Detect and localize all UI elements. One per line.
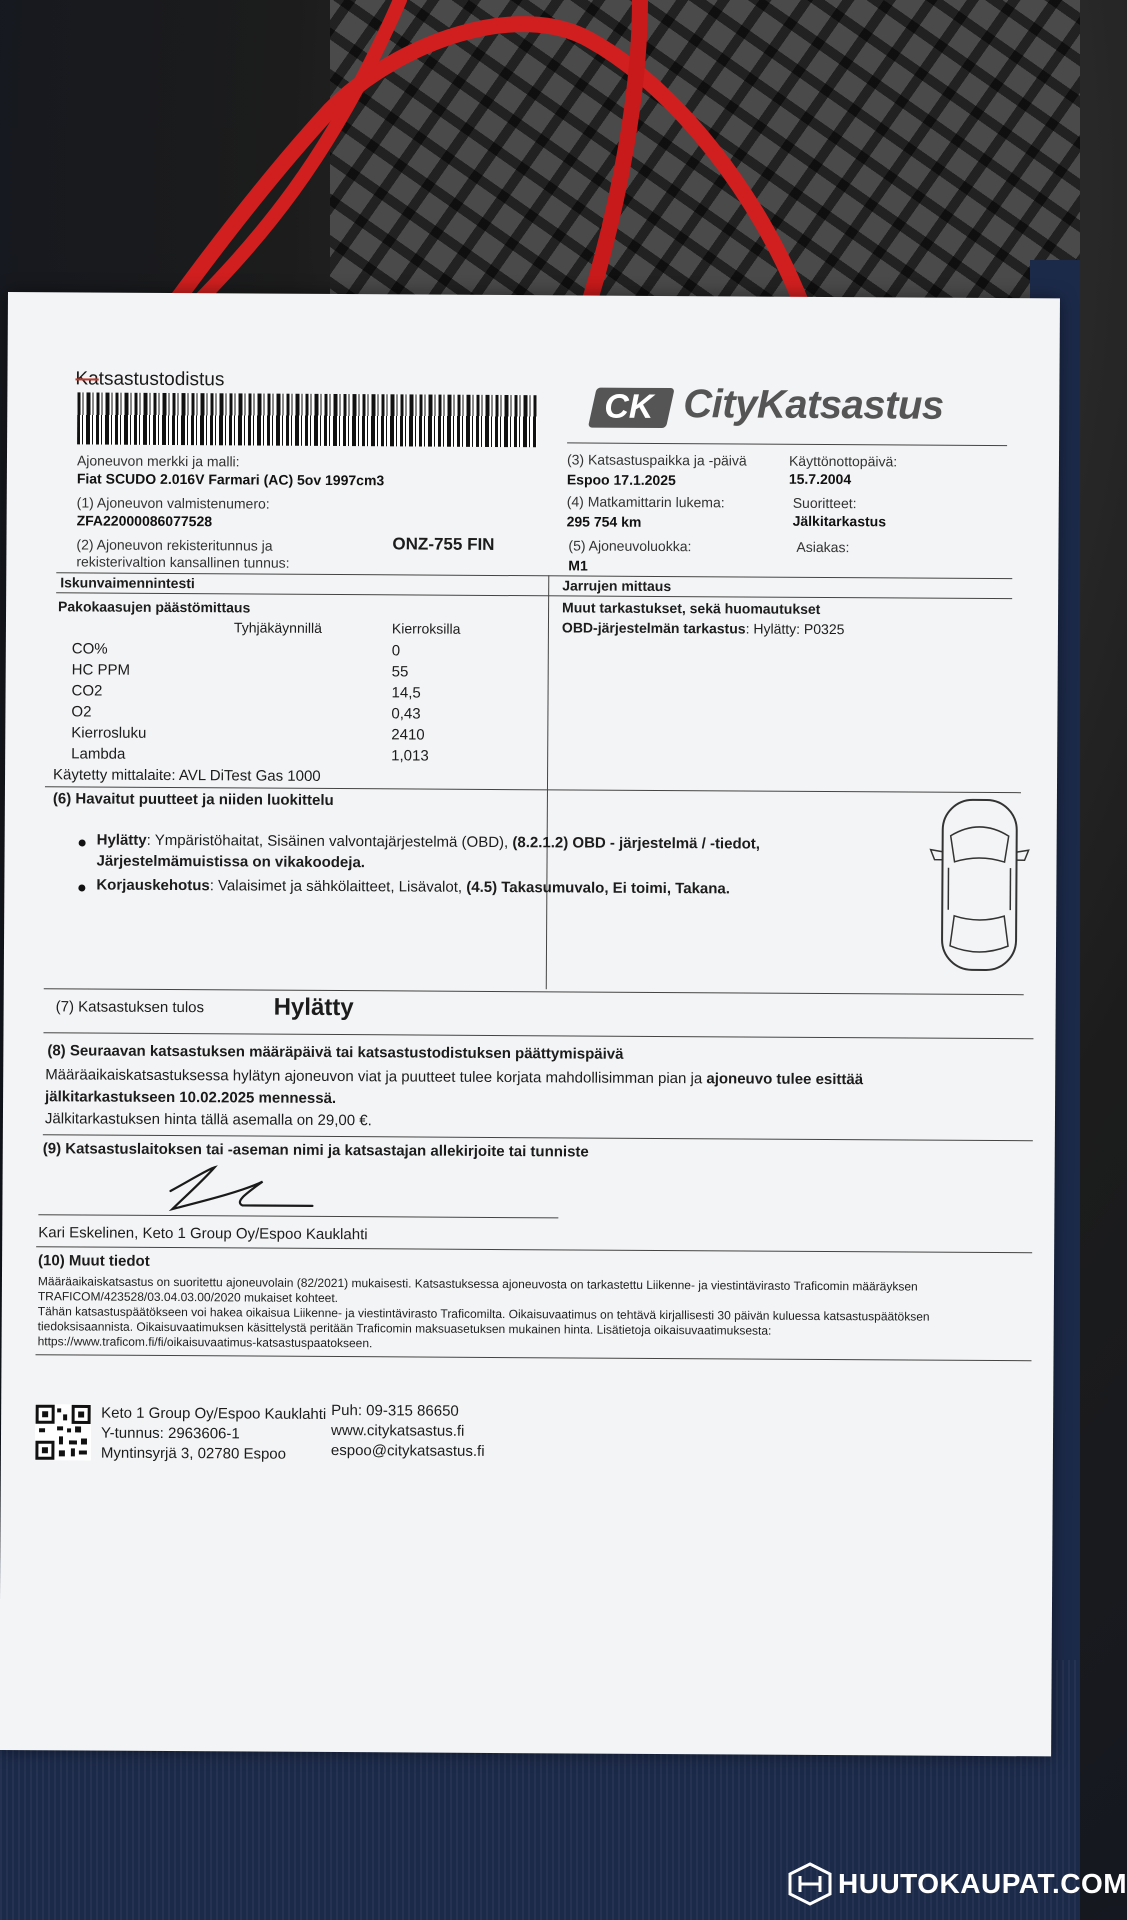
- defect-item-repair: [96, 877, 730, 898]
- signature-title: (9) Katsastuslaitoksen tai -aseman nimi ja katsastajan allekirjoite tai tunniste: [42, 1140, 589, 1161]
- emission-row-name: Lambda: [71, 745, 126, 763]
- inspection-certificate: [0, 292, 1060, 1756]
- column-divider: [546, 575, 550, 989]
- other-info-line: TRAFICOM/423528/03.04.03.00/2020 mukaiset kohteet.: [37, 1289, 339, 1306]
- footer-address: Myntinsyrjä 3, 02780 Espoo: [100, 1444, 287, 1463]
- odometer-value: 295 754 km: [566, 513, 642, 530]
- signature-line: [38, 1214, 558, 1218]
- col-rpm: Kierroksilla: [391, 620, 461, 637]
- place-value: Espoo 17.1.2025: [566, 471, 676, 489]
- next-inspection-title: (8) Seuraavan katsastuksen määräpäivä tai katsastustodistuksen päättymispäivä: [47, 1042, 624, 1063]
- reg-label-2: rekisterivaltion kansallinen tunnus:: [76, 553, 290, 571]
- emission-row-name: Kierrosluku: [71, 724, 147, 742]
- emission-row-name: CO2: [71, 682, 103, 700]
- vin-label: (1) Ajoneuvon valmistenumero:: [76, 494, 270, 512]
- first-use-label: Käyttönottopäivä:: [788, 452, 898, 470]
- defect-head: Hylätty: [96, 831, 147, 849]
- emission-row-value: 0,43: [391, 705, 421, 723]
- defect-code: (4.5) Takasumuvalo, Ei toimi, Takana.: [466, 878, 731, 898]
- muffler-test: Iskunvaimennintesti: [60, 574, 195, 592]
- make-value: Fiat SCUDO 2.016V Farmari (AC) 5ov 1997cm3: [76, 470, 385, 489]
- title-struck-part: Ka: [75, 368, 99, 390]
- emission-row-value: 55: [391, 663, 409, 681]
- emissions-title: Pakokaasujen päästömittaus: [58, 598, 251, 616]
- emission-row-value: 14,5: [391, 684, 421, 702]
- brakes-title: Jarrujen mittaus: [562, 577, 672, 595]
- emission-row-name: HC PPM: [71, 661, 131, 679]
- first-use-value: 15.7.2004: [788, 470, 852, 488]
- bullet-icon: [78, 884, 85, 891]
- next-text-bold: ajoneuvo tulee esittää: [706, 1070, 864, 1089]
- watermark-text: HUUTOKAUPAT.COM: [838, 1868, 1127, 1899]
- divider: [36, 1246, 1032, 1253]
- footer-email[interactable]: espoo@citykatsastus.fi: [330, 1441, 485, 1460]
- emission-row-value: 0: [391, 642, 401, 660]
- measuring-device: Käytetty mittalaite: AVL DiTest Gas 1000: [52, 766, 321, 785]
- class-label: (5) Ajoneuvoluokka:: [568, 537, 692, 555]
- other-info-line: Määräaikaiskatsastus on suoritettu ajoneuvolain (82/2021) mukaisesti. Katsastuksessa ajoneuvosta on tarkastettu Liikenne- ja viestintävirasto Traficomin määräyksen: [37, 1274, 918, 1294]
- divider: [43, 1032, 1033, 1039]
- obd-check: [562, 619, 845, 637]
- reg-value: ONZ-755 FIN: [392, 534, 495, 554]
- brand-logo-ck: CK: [604, 387, 654, 426]
- obd-value: : Hylätty: P0325: [745, 620, 845, 638]
- next-text: Määräaikaiskatsastuksessa hylätyn ajoneuvon viat ja puutteet tulee korjata mahdollisimman pian ja: [45, 1066, 707, 1088]
- title-rest: tsastustodistus: [98, 368, 225, 391]
- divider: [36, 1354, 1032, 1361]
- emission-row-name: O2: [71, 703, 92, 721]
- other-info-title: (10) Muut tiedot: [38, 1252, 150, 1270]
- watermark-logo-icon: [786, 1862, 834, 1906]
- footer-company: Keto 1 Group Oy/Espoo Kauklahti: [101, 1404, 327, 1423]
- other-info-line: Tähän katsastuspäätökseen voi hakea oikaisua Liikenne- ja viestintävirasto Traficomilta. Oikaisuvaatimus on tehtävä kirjallisesti 30 päivän kuluessa katsastuspäätöksen: [37, 1304, 930, 1324]
- other-checks-title: Muut tarkastukset, sekä huomautukset: [562, 599, 821, 617]
- car-diagram-icon: [924, 796, 1035, 977]
- defect-code: (8.2.1.2) OBD - järjestelmä / -tiedot,: [512, 834, 761, 853]
- handwritten-signature: [162, 1161, 322, 1216]
- defect-detail: Järjestelmämuistissa on vikakoodeja.: [96, 852, 366, 872]
- performed-label: Suoritteet:: [792, 494, 857, 512]
- other-info-link[interactable]: https://www.traficom.fi/fi/oikaisuvaatimus-katsastuspaatokseen.: [37, 1334, 373, 1351]
- footer-website[interactable]: www.citykatsastus.fi: [330, 1421, 465, 1440]
- defects-title: (6) Havaitut puutteet ja niiden luokittelu: [52, 790, 334, 809]
- reg-label-1: (2) Ajoneuvon rekisteritunnus ja: [76, 536, 273, 554]
- qr-code-icon: [35, 1404, 91, 1460]
- make-label: Ajoneuvon merkki ja malli:: [76, 452, 240, 470]
- defect-item-rejected: [97, 832, 760, 853]
- place-label: (3) Katsastuspaikka ja -päivä: [566, 451, 747, 469]
- divider: [567, 442, 1007, 446]
- performed-value: Jälkitarkastus: [792, 512, 887, 530]
- odometer-label: (4) Matkamittarin lukema:: [566, 493, 725, 511]
- divider: [56, 592, 1012, 599]
- result-label: (7) Katsastuksen tulos: [55, 998, 205, 1017]
- emission-row-value: 1,013: [391, 747, 429, 765]
- obd-label: OBD-järjestelmän tarkastus: [561, 619, 746, 637]
- document-title: [75, 368, 224, 391]
- footer-phone[interactable]: Puh: 09-315 86650: [331, 1401, 459, 1420]
- vin-value: ZFA22000086077528: [76, 512, 213, 530]
- next-line-3: Jälkitarkastuksen hinta tällä asemalla on 29,00 €.: [44, 1110, 372, 1130]
- divider: [56, 572, 1012, 579]
- result-value: Hylätty: [273, 993, 354, 1022]
- other-info-line: tiedoksisaannista. Oikaisuvaatimuksen käsittelystä peritään Traficomin maksuasetuksen mukainen hinta. Lisätietoja oikaisuvaatimuksesta:: [37, 1319, 772, 1338]
- col-idle: Tyhjäkäynnillä: [233, 619, 322, 636]
- divider: [44, 988, 1024, 995]
- emission-row-name: CO%: [71, 640, 108, 658]
- next-line-2: jälkitarkastukseen 10.02.2025 mennessä.: [45, 1088, 337, 1108]
- class-value: M1: [568, 557, 588, 574]
- defect-text: : Ympäristöhaitat, Sisäinen valvontajärjestelmä (OBD),: [146, 831, 513, 852]
- barcode: [77, 392, 537, 447]
- customer-label: Asiakas:: [796, 538, 850, 556]
- defect-text: : Valaisimet ja sähkölaitteet, Lisävalot,: [209, 877, 467, 896]
- defect-head: Korjauskehotus: [96, 876, 210, 895]
- footer-business-id: Y-tunnus: 2963606-1: [100, 1424, 240, 1443]
- inspector-name: Kari Eskelinen, Keto 1 Group Oy/Espoo Kauklahti: [38, 1224, 368, 1244]
- bullet-icon: [79, 839, 86, 846]
- brand-name: CityKatsastus: [683, 382, 944, 428]
- next-line-1: [45, 1066, 863, 1088]
- emission-row-value: 2410: [391, 726, 425, 744]
